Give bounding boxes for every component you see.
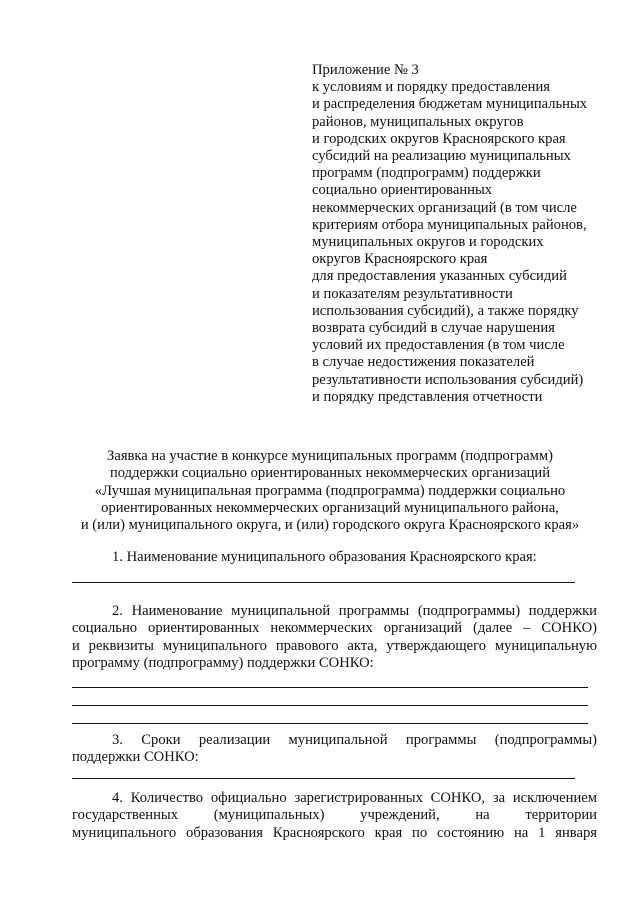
title-line: Заявка на участие в конкурсе муниципальных программ (подпрограмм) bbox=[107, 448, 553, 464]
section-2-fill-line[interactable] bbox=[72, 705, 588, 706]
title-line: «Лучшая муниципальная программа (подпрограмма) поддержки социально bbox=[94, 482, 566, 499]
section-2-line: программу (подпрограмму) поддержки СОНКО: bbox=[72, 655, 374, 672]
section-1-fill-line[interactable] bbox=[72, 582, 575, 583]
appendix-line: использования субсидий), а также порядку bbox=[312, 302, 579, 319]
appendix-line: социально ориентированных bbox=[312, 182, 493, 199]
appendix-line: результативности использования субсидий) bbox=[312, 371, 584, 388]
section-2-fill-line[interactable] bbox=[72, 687, 588, 688]
title-line: ориентированных некоммерческих организаций муниципального района, bbox=[101, 499, 559, 516]
appendix-line: для предоставления указанных субсидий bbox=[312, 268, 567, 285]
section-3-line: 3. Сроки реализации муниципальной программы (подпрограммы) bbox=[112, 732, 597, 748]
section-2-line: 2. Наименование муниципальной программы (подпрограммы) поддержки bbox=[112, 603, 597, 619]
appendix-line: критериям отбора муниципальных районов, bbox=[312, 216, 587, 233]
appendix-line: округов Красноярского края bbox=[312, 251, 488, 268]
section-2-fill-line[interactable] bbox=[72, 723, 588, 724]
section-3-fill-line[interactable] bbox=[72, 778, 575, 779]
section-2-line: социально ориентированных некоммерческих организаций (далее – СОНКО) bbox=[72, 620, 597, 637]
appendix-line: к условиям и порядку предоставления bbox=[312, 79, 550, 96]
appendix-line: районов, муниципальных округов bbox=[312, 113, 524, 130]
appendix-line: и показателям результативности bbox=[312, 285, 513, 302]
section-3-line: поддержки СОНКО: bbox=[72, 749, 199, 766]
appendix-line: программ (подпрограмм) поддержки bbox=[312, 165, 541, 182]
appendix-line: возврата субсидий в случае нарушения bbox=[312, 320, 555, 337]
section-1-text: 1. Наименование муниципального образования Красноярского края: bbox=[112, 549, 537, 565]
section-4-line: государственных (муниципальных) учреждений, на территории bbox=[72, 807, 597, 824]
appendix-line: субсидий на реализацию муниципальных bbox=[312, 148, 571, 165]
appendix-line: муниципальных округов и городских bbox=[312, 234, 544, 251]
title-line: и (или) муниципального округа, и (или) городского округа Красноярского края» bbox=[80, 517, 580, 534]
title-line: поддержки социально ориентированных некоммерческих организаций bbox=[109, 465, 551, 482]
appendix-line: в случае недостижения показателей bbox=[312, 354, 535, 371]
appendix-line: и распределения бюджетам муниципальных bbox=[312, 96, 588, 113]
application-title bbox=[40, 448, 620, 534]
section-3 bbox=[72, 732, 597, 767]
section-4-line: муниципального образования Красноярского края по состоянию на 1 января bbox=[72, 824, 597, 841]
appendix-line: условий их предоставления (в том числе bbox=[312, 337, 565, 354]
appendix-header bbox=[312, 62, 612, 406]
appendix-line: некоммерческих организаций (в том числе bbox=[312, 199, 577, 216]
appendix-line: и городских округов Красноярского края bbox=[312, 130, 566, 147]
section-4-line: 4. Количество официально зарегистрированных СОНКО, за исключением bbox=[112, 790, 597, 806]
section-1 bbox=[72, 549, 597, 566]
section-2 bbox=[72, 603, 597, 673]
appendix-line: Приложение № 3 bbox=[312, 62, 419, 78]
section-2-line: и реквизиты муниципального правового акта, утверждающего муниципальную bbox=[72, 637, 597, 654]
section-4 bbox=[72, 790, 597, 842]
appendix-line: и порядку представления отчетности bbox=[312, 388, 543, 405]
